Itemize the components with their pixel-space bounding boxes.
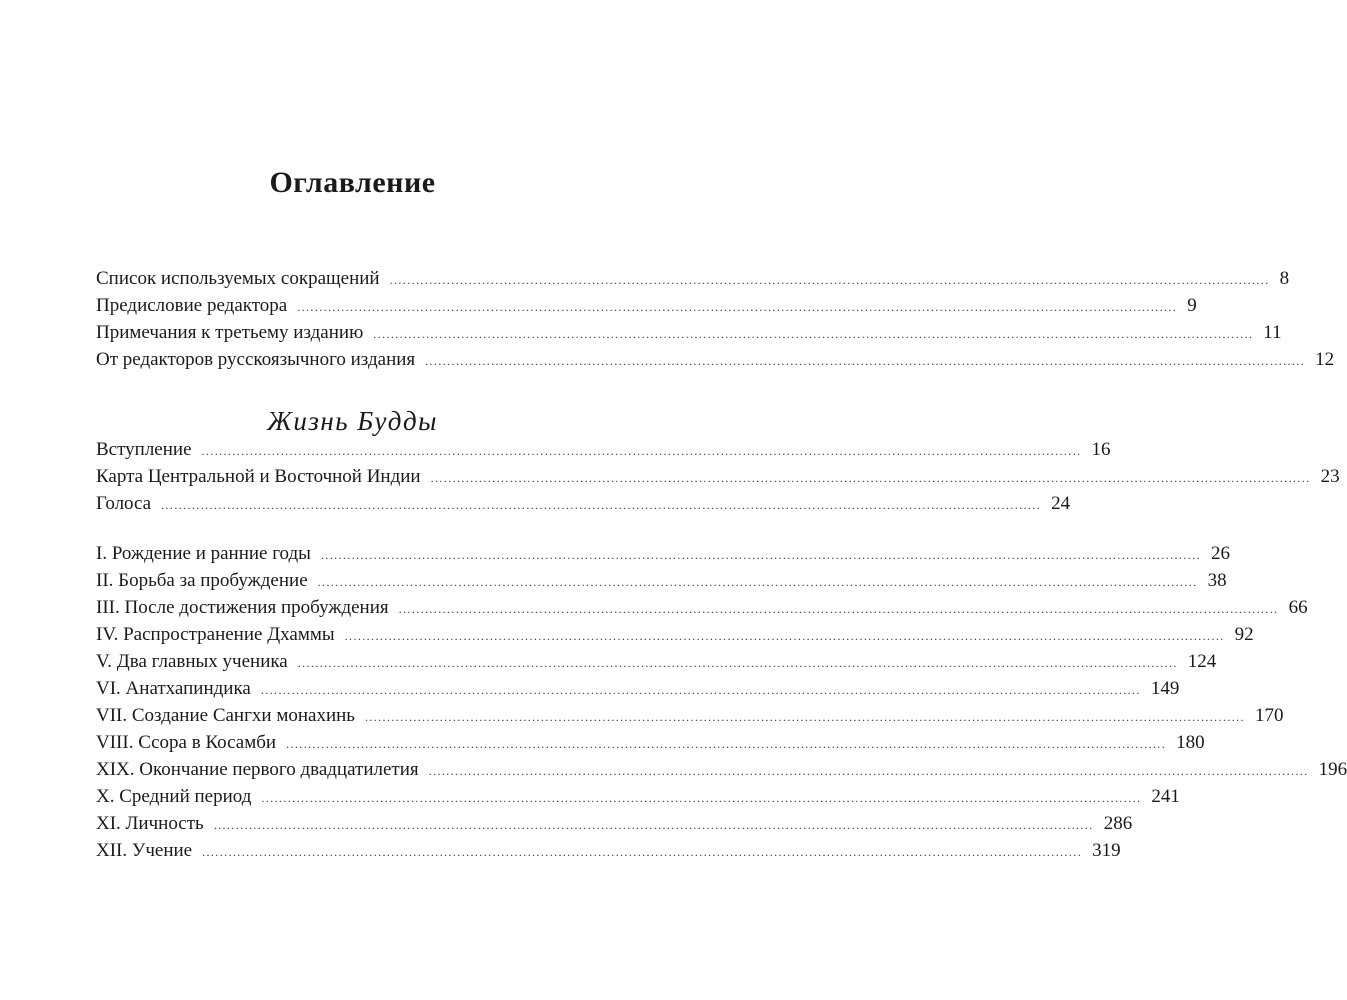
toc-entry[interactable] xyxy=(96,463,1340,490)
toc-leader-dots: ........................................................................................................................................................................................................ xyxy=(320,548,1201,562)
toc-entry[interactable] xyxy=(96,594,1308,621)
toc-page-number: 196 xyxy=(1318,759,1347,780)
toc-entry-label: XII. Учение xyxy=(96,840,193,861)
toc-entry[interactable] xyxy=(96,436,1111,463)
toc-entry[interactable] xyxy=(96,346,1335,373)
toc-leader-dots: ........................................................................................................................................................................................................ xyxy=(373,327,1254,341)
toc-page-number: 11 xyxy=(1263,322,1282,343)
toc-entry[interactable] xyxy=(96,837,1121,864)
toc-leader-dots: ........................................................................................................................................................................................................ xyxy=(428,764,1309,778)
toc-entry-label: II. Борьба за пробуждение xyxy=(96,570,308,591)
toc-page-number: 66 xyxy=(1288,597,1308,618)
toc-page-number: 12 xyxy=(1315,349,1335,370)
toc-entry-label: VI. Анатхапиндика xyxy=(96,678,251,699)
toc-page-number: 319 xyxy=(1092,840,1121,861)
toc-page-number: 286 xyxy=(1103,813,1133,834)
toc-entry-label: Список используемых сокращений xyxy=(96,268,380,289)
toc-front-matter-list xyxy=(96,265,1335,373)
toc-entry-label: Вступление xyxy=(96,439,192,460)
toc-leader-dots: ........................................................................................................................................................................................................ xyxy=(261,791,1142,805)
toc-entry-label: III. После достижения пробуждения xyxy=(96,597,389,618)
toc-leader-dots: ........................................................................................................................................................................................................ xyxy=(260,683,1141,697)
toc-page-number: 241 xyxy=(1151,786,1180,807)
toc-page-number: 38 xyxy=(1207,570,1227,591)
toc-leader-dots: ........................................................................................................................................................................................................ xyxy=(201,444,1082,458)
toc-page-number: 124 xyxy=(1187,651,1217,672)
toc-page-number: 9 xyxy=(1187,295,1197,316)
toc-page-number: 16 xyxy=(1091,439,1111,460)
toc-entry[interactable] xyxy=(96,490,1071,517)
toc-leader-dots: ........................................................................................................................................................................................................ xyxy=(213,818,1094,832)
toc-leader-dots: ........................................................................................................................................................................................................ xyxy=(425,354,1306,368)
toc-page-number: 92 xyxy=(1234,624,1254,645)
toc-entry-label: V. Два главных ученика xyxy=(96,651,288,672)
section-heading: Жизнь Будды xyxy=(267,406,438,436)
toc-entry[interactable] xyxy=(96,783,1180,810)
toc-entry[interactable] xyxy=(96,810,1133,837)
toc-entry-label: VIII. Ссора в Косамби xyxy=(96,732,277,753)
toc-page-number: 8 xyxy=(1279,268,1290,289)
toc-entry[interactable] xyxy=(96,567,1227,594)
toc-entry-label: IV. Распространение Дхаммы xyxy=(96,624,335,645)
toc-entry-label: Предисловие редактора xyxy=(96,295,288,316)
toc-leader-dots: ........................................................................................................................................................................................................ xyxy=(202,845,1083,859)
toc-entry-label: Карта Центральной и Восточной Индии xyxy=(96,466,421,487)
toc-leader-dots: ........................................................................................................................................................................................................ xyxy=(389,273,1270,287)
toc-leader-dots: ........................................................................................................................................................................................................ xyxy=(430,471,1311,485)
page-title: Оглавление xyxy=(269,166,436,199)
toc-leader-dots: ........................................................................................................................................................................................................ xyxy=(297,656,1178,670)
toc-page-number: 26 xyxy=(1210,543,1230,564)
toc-page-number: 170 xyxy=(1254,705,1284,726)
toc-page-number: 24 xyxy=(1051,493,1071,514)
toc-entry-label: Примечания к третьему изданию xyxy=(96,322,364,343)
toc-leader-dots: ........................................................................................................................................................................................................ xyxy=(398,602,1279,616)
toc-entry[interactable] xyxy=(96,756,1347,783)
toc-entry[interactable] xyxy=(96,319,1282,346)
toc-intro-list xyxy=(96,436,1340,517)
toc-page-number: 23 xyxy=(1320,466,1340,487)
toc-entry-label: От редакторов русскоязычного издания xyxy=(96,349,416,370)
toc-entry-label: I. Рождение и ранние годы xyxy=(96,543,311,564)
toc-entry-label: XI. Личность xyxy=(96,813,204,834)
toc-entry-label: VII. Создание Сангхи монахинь xyxy=(96,705,355,726)
toc-leader-dots: ........................................................................................................................................................................................................ xyxy=(344,629,1225,643)
toc-entry[interactable] xyxy=(96,648,1217,675)
toc-leader-dots: ........................................................................................................................................................................................................ xyxy=(161,498,1042,512)
toc-entry[interactable] xyxy=(96,540,1230,567)
toc-entry-label: Голоса xyxy=(96,493,152,514)
toc-leader-dots: ........................................................................................................................................................................................................ xyxy=(286,737,1167,751)
toc-leader-dots: ........................................................................................................................................................................................................ xyxy=(364,710,1245,724)
toc-page-number: 180 xyxy=(1176,732,1205,753)
toc-entry[interactable] xyxy=(96,729,1205,756)
toc-entry-label: XIX. Окончание первого двадцатилетия xyxy=(96,759,419,780)
toc-entry[interactable] xyxy=(96,292,1197,319)
toc-entry[interactable] xyxy=(96,265,1290,292)
toc-entry-label: X. Средний период xyxy=(96,786,252,807)
toc-leader-dots: ........................................................................................................................................................................................................ xyxy=(297,300,1178,314)
toc-entry[interactable] xyxy=(96,675,1180,702)
toc-chapters-list xyxy=(96,540,1347,864)
toc-entry[interactable] xyxy=(96,702,1284,729)
toc-page-number: 149 xyxy=(1150,678,1180,699)
toc-leader-dots: ........................................................................................................................................................................................................ xyxy=(317,575,1198,589)
toc-entry[interactable] xyxy=(96,621,1254,648)
